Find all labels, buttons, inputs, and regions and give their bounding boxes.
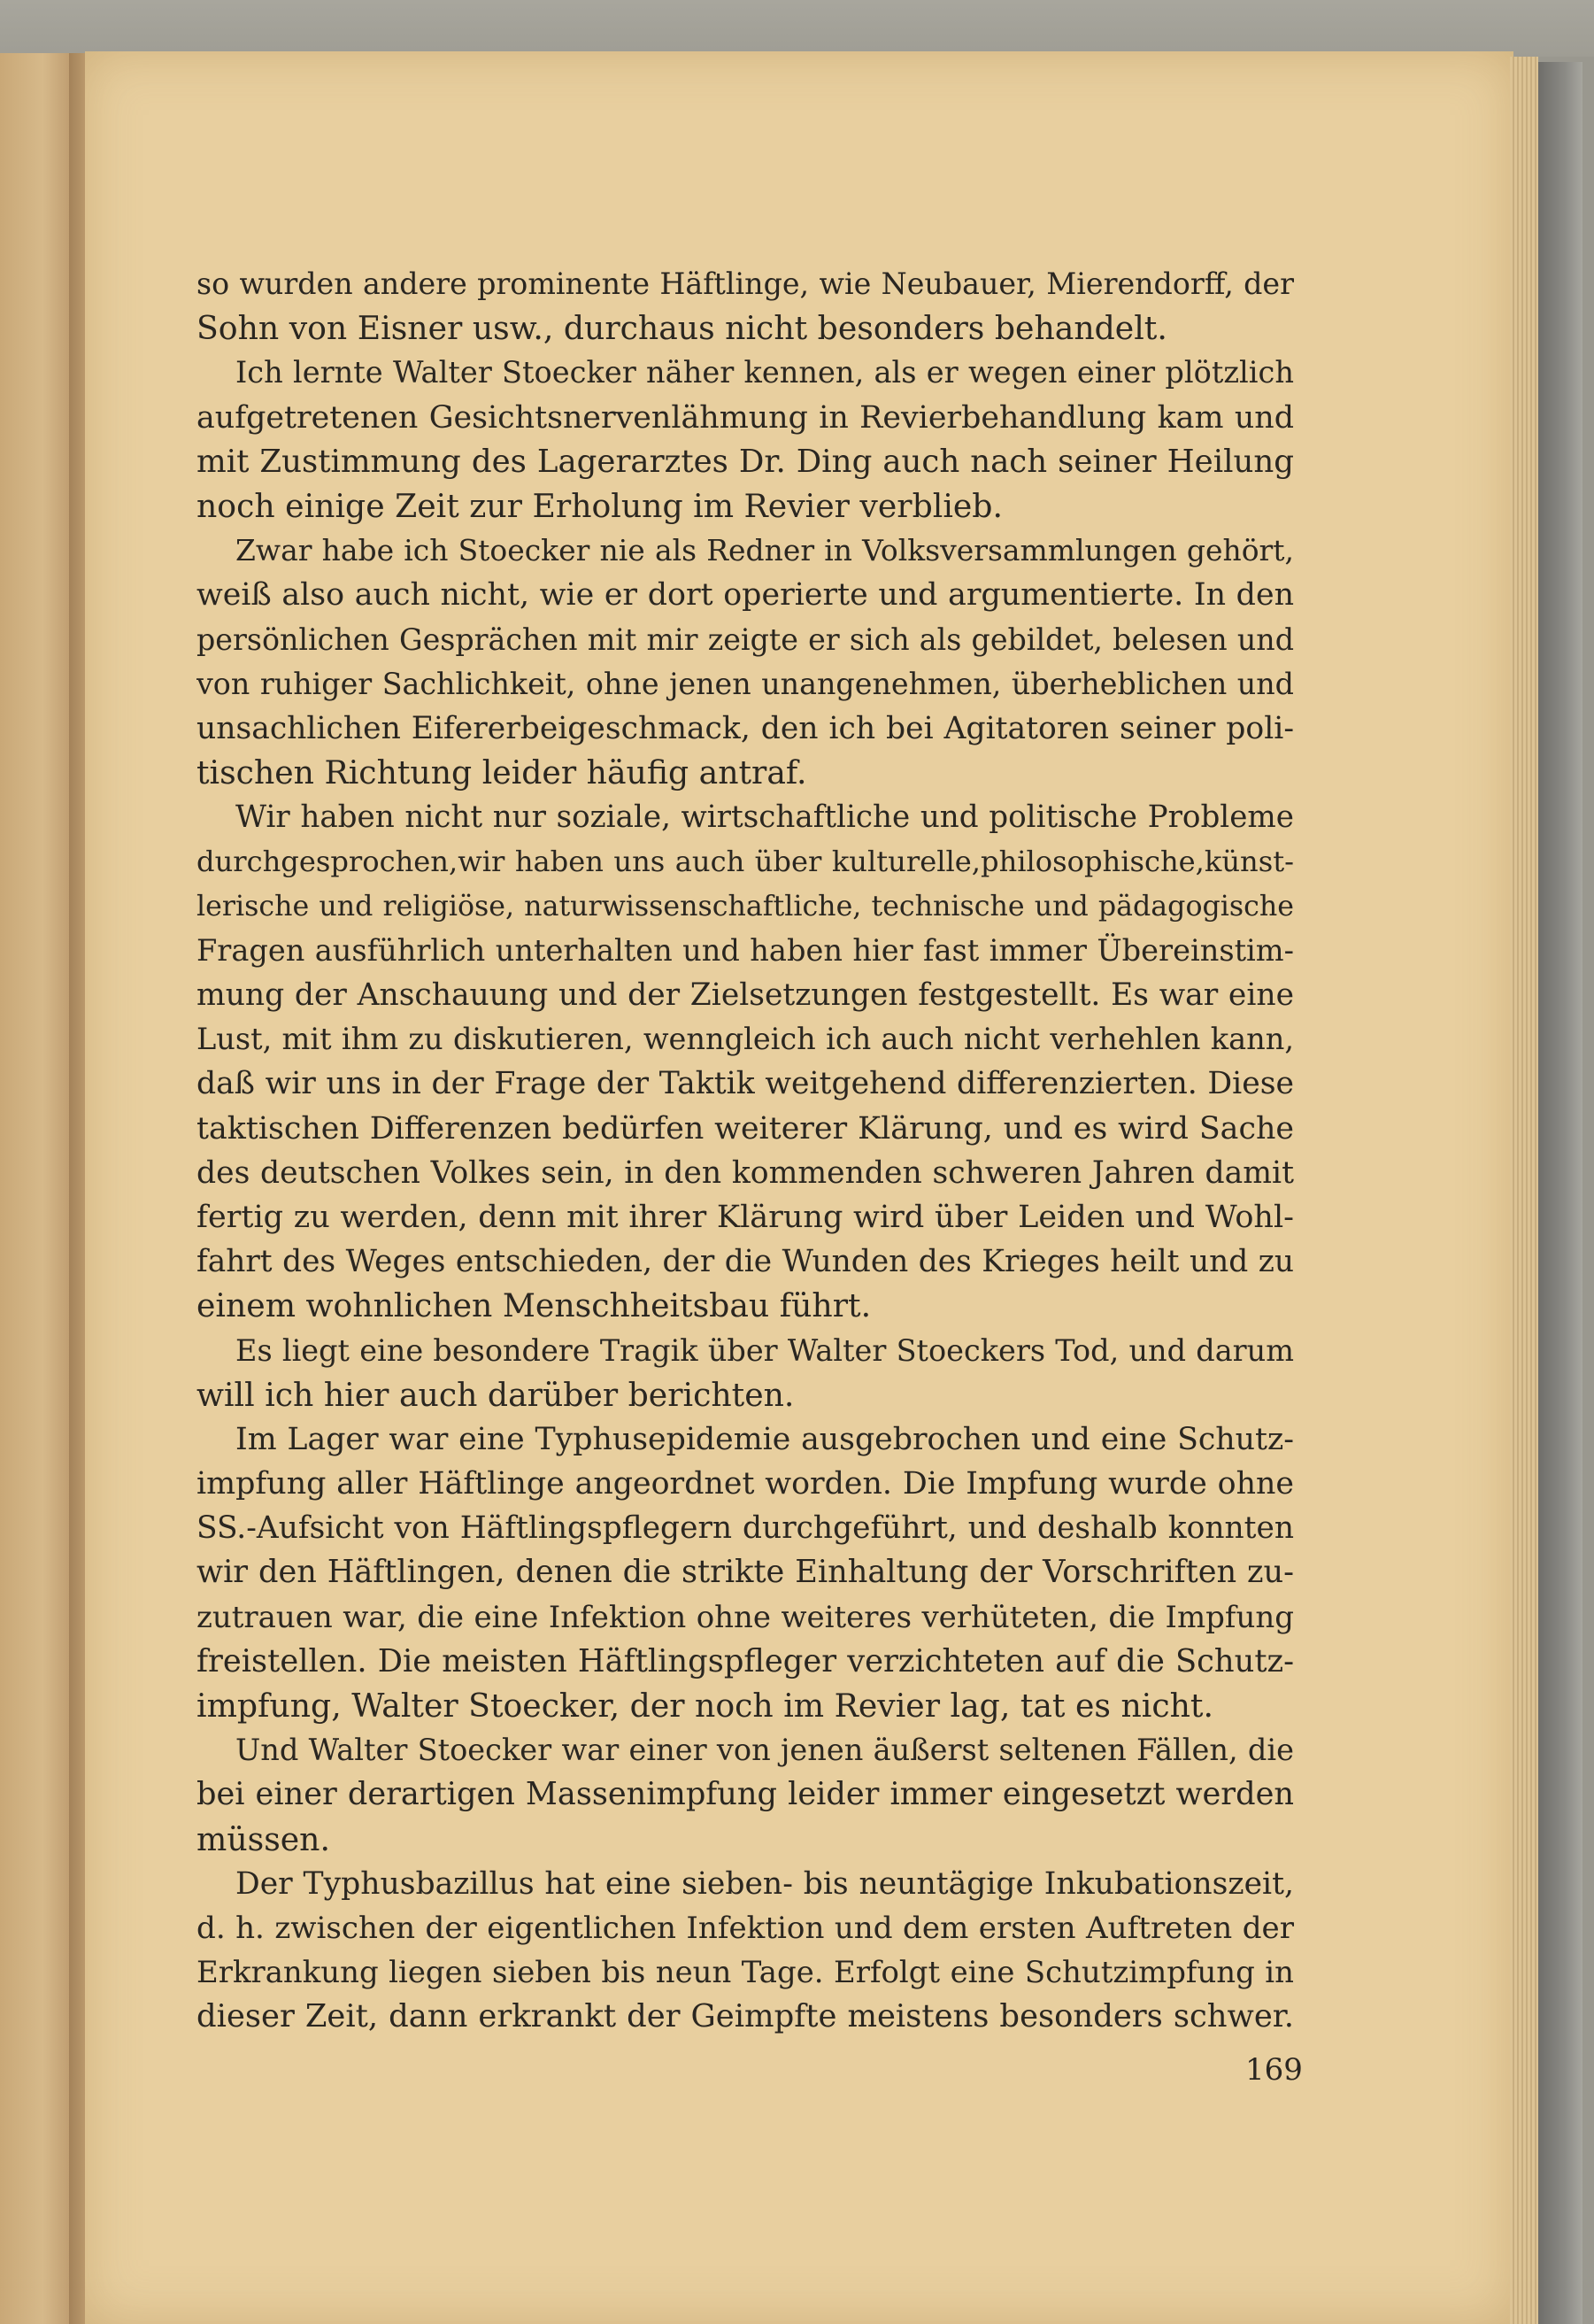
text-line: Sohn von Eisner usw., durchaus nicht besonders behandelt. bbox=[196, 309, 1167, 348]
text-line: lerische und religiöse, naturwissenschaftliche, technische und pädagogische bbox=[196, 890, 1294, 923]
text-line: Es liegt eine besondere Tragik über Walter Stoeckers Tod, und darum bbox=[235, 1332, 1294, 1368]
text-line: tischen Richtung leider häufig antraf. bbox=[196, 753, 807, 792]
text-line: noch einige Zeit zur Erholung im Revier verblieb. bbox=[196, 486, 1003, 525]
text-line: freistellen. Die meisten Häftlingspfleger verzichteten auf die Schutz- bbox=[196, 1642, 1294, 1679]
text-line: Der Typhusbazillus hat eine sieben- bis neuntägige Inkubationszeit, bbox=[235, 1865, 1294, 1902]
scan-background-top bbox=[0, 0, 1594, 57]
text-line: Lust, mit ihm zu diskutieren, wenngleich ich auch nicht verhehlen kann, bbox=[196, 1022, 1294, 1057]
text-line: daß wir uns in der Frage der Taktik weitgehend differenzierten. Diese bbox=[196, 1066, 1294, 1102]
text-line: Fragen ausführlich unterhalten und haben hier fast immer Übereinstim- bbox=[196, 932, 1294, 968]
text-line: bei einer derartigen Massenimpfung leider immer eingesetzt werden bbox=[196, 1776, 1294, 1813]
text-line: d. h. zwischen der eigentlichen Infektion und dem ersten Auftreten der bbox=[196, 1910, 1294, 1946]
text-line: weiß also auch nicht, wie er dort operierte und argumentierte. In den bbox=[196, 577, 1294, 614]
text-line: will ich hier auch darüber berichten. bbox=[196, 1375, 795, 1414]
text-line: Ich lernte Walter Stoecker näher kennen, als er wegen einer plötzlich bbox=[235, 355, 1294, 390]
text-line: Wir haben nicht nur soziale, wirtschaftliche und politische Probleme bbox=[235, 799, 1294, 836]
text-line: so wurden andere prominente Häftlinge, wie Neubauer, Mierendorff, der bbox=[196, 266, 1294, 301]
body-text bbox=[196, 262, 1294, 2040]
text-line: durchgesprochen,wir haben uns auch über kulturelle,philosophische,künst- bbox=[196, 845, 1294, 879]
page-number: 169 bbox=[1245, 2052, 1303, 2088]
text-line: fahrt des Weges entschieden, der die Wunden des Krieges heilt und zu bbox=[196, 1244, 1294, 1280]
text-line: Erkrankung liegen sieben bis neun Tage. Erfolgt eine Schutzimpfung in bbox=[196, 1955, 1294, 1990]
text-line: impfung aller Häftlinge angeordnet worden. Die Impfung wurde ohne bbox=[196, 1466, 1294, 1502]
text-line: SS.-Aufsicht von Häftlingspflegern durchgeführt, und deshalb konnten bbox=[196, 1510, 1294, 1547]
text-line: mung der Anschauung und der Zielsetzungen festgestellt. Es war eine bbox=[196, 977, 1294, 1013]
text-line: von ruhiger Sachlichkeit, ohne jenen unangenehmen, überheblichen und bbox=[196, 666, 1294, 701]
text-line: müssen. bbox=[196, 1819, 330, 1858]
page-stack-edge bbox=[1510, 57, 1538, 2324]
text-line: zutrauen war, die eine Infektion ohne weiteres verhüteten, die Impfung bbox=[196, 1599, 1294, 1635]
text-line: fertig zu werden, denn mit ihrer Klärung wird über Leiden und Wohl- bbox=[196, 1199, 1294, 1235]
text-line: einem wohnlichen Menschheitsbau führt. bbox=[196, 1286, 872, 1325]
text-line: mit Zustimmung des Lagerarztes Dr. Ding auch nach seiner Heilung bbox=[196, 443, 1294, 480]
cover-edge bbox=[1538, 62, 1582, 2324]
text-line: aufgetretenen Gesichtsnervenlähmung in Revierbehandlung kam und bbox=[196, 399, 1294, 436]
left-page-edge bbox=[0, 53, 78, 2324]
text-line: wir den Häftlingen, denen die strikte Einhaltung der Vorschriften zu- bbox=[196, 1554, 1294, 1591]
text-line: taktischen Differenzen bedürfen weiterer Klärung, und es wird Sache bbox=[196, 1110, 1294, 1147]
text-line: dieser Zeit, dann erkrankt der Geimpfte meistens besonders schwer. bbox=[196, 1998, 1294, 2035]
text-line: Und Walter Stoecker war einer von jenen äußerst seltenen Fällen, die bbox=[235, 1733, 1294, 1768]
text-line: unsachlichen Eifererbeigeschmack, den ich bei Agitatoren seiner poli- bbox=[196, 710, 1294, 746]
text-line: des deutschen Volkes sein, in den kommenden schweren Jahren damit bbox=[196, 1154, 1294, 1191]
text-line: impfung, Walter Stoecker, der noch im Revier lag, tat es nicht. bbox=[196, 1687, 1213, 1725]
text-line: persönlichen Gesprächen mit mir zeigte er sich als gebildet, belesen und bbox=[196, 622, 1294, 657]
text-line: Im Lager war eine Typhusepidemie ausgebrochen und eine Schutz- bbox=[235, 1421, 1294, 1457]
text-line: Zwar habe ich Stoecker nie als Redner in Volksversammlungen gehört, bbox=[235, 533, 1294, 568]
